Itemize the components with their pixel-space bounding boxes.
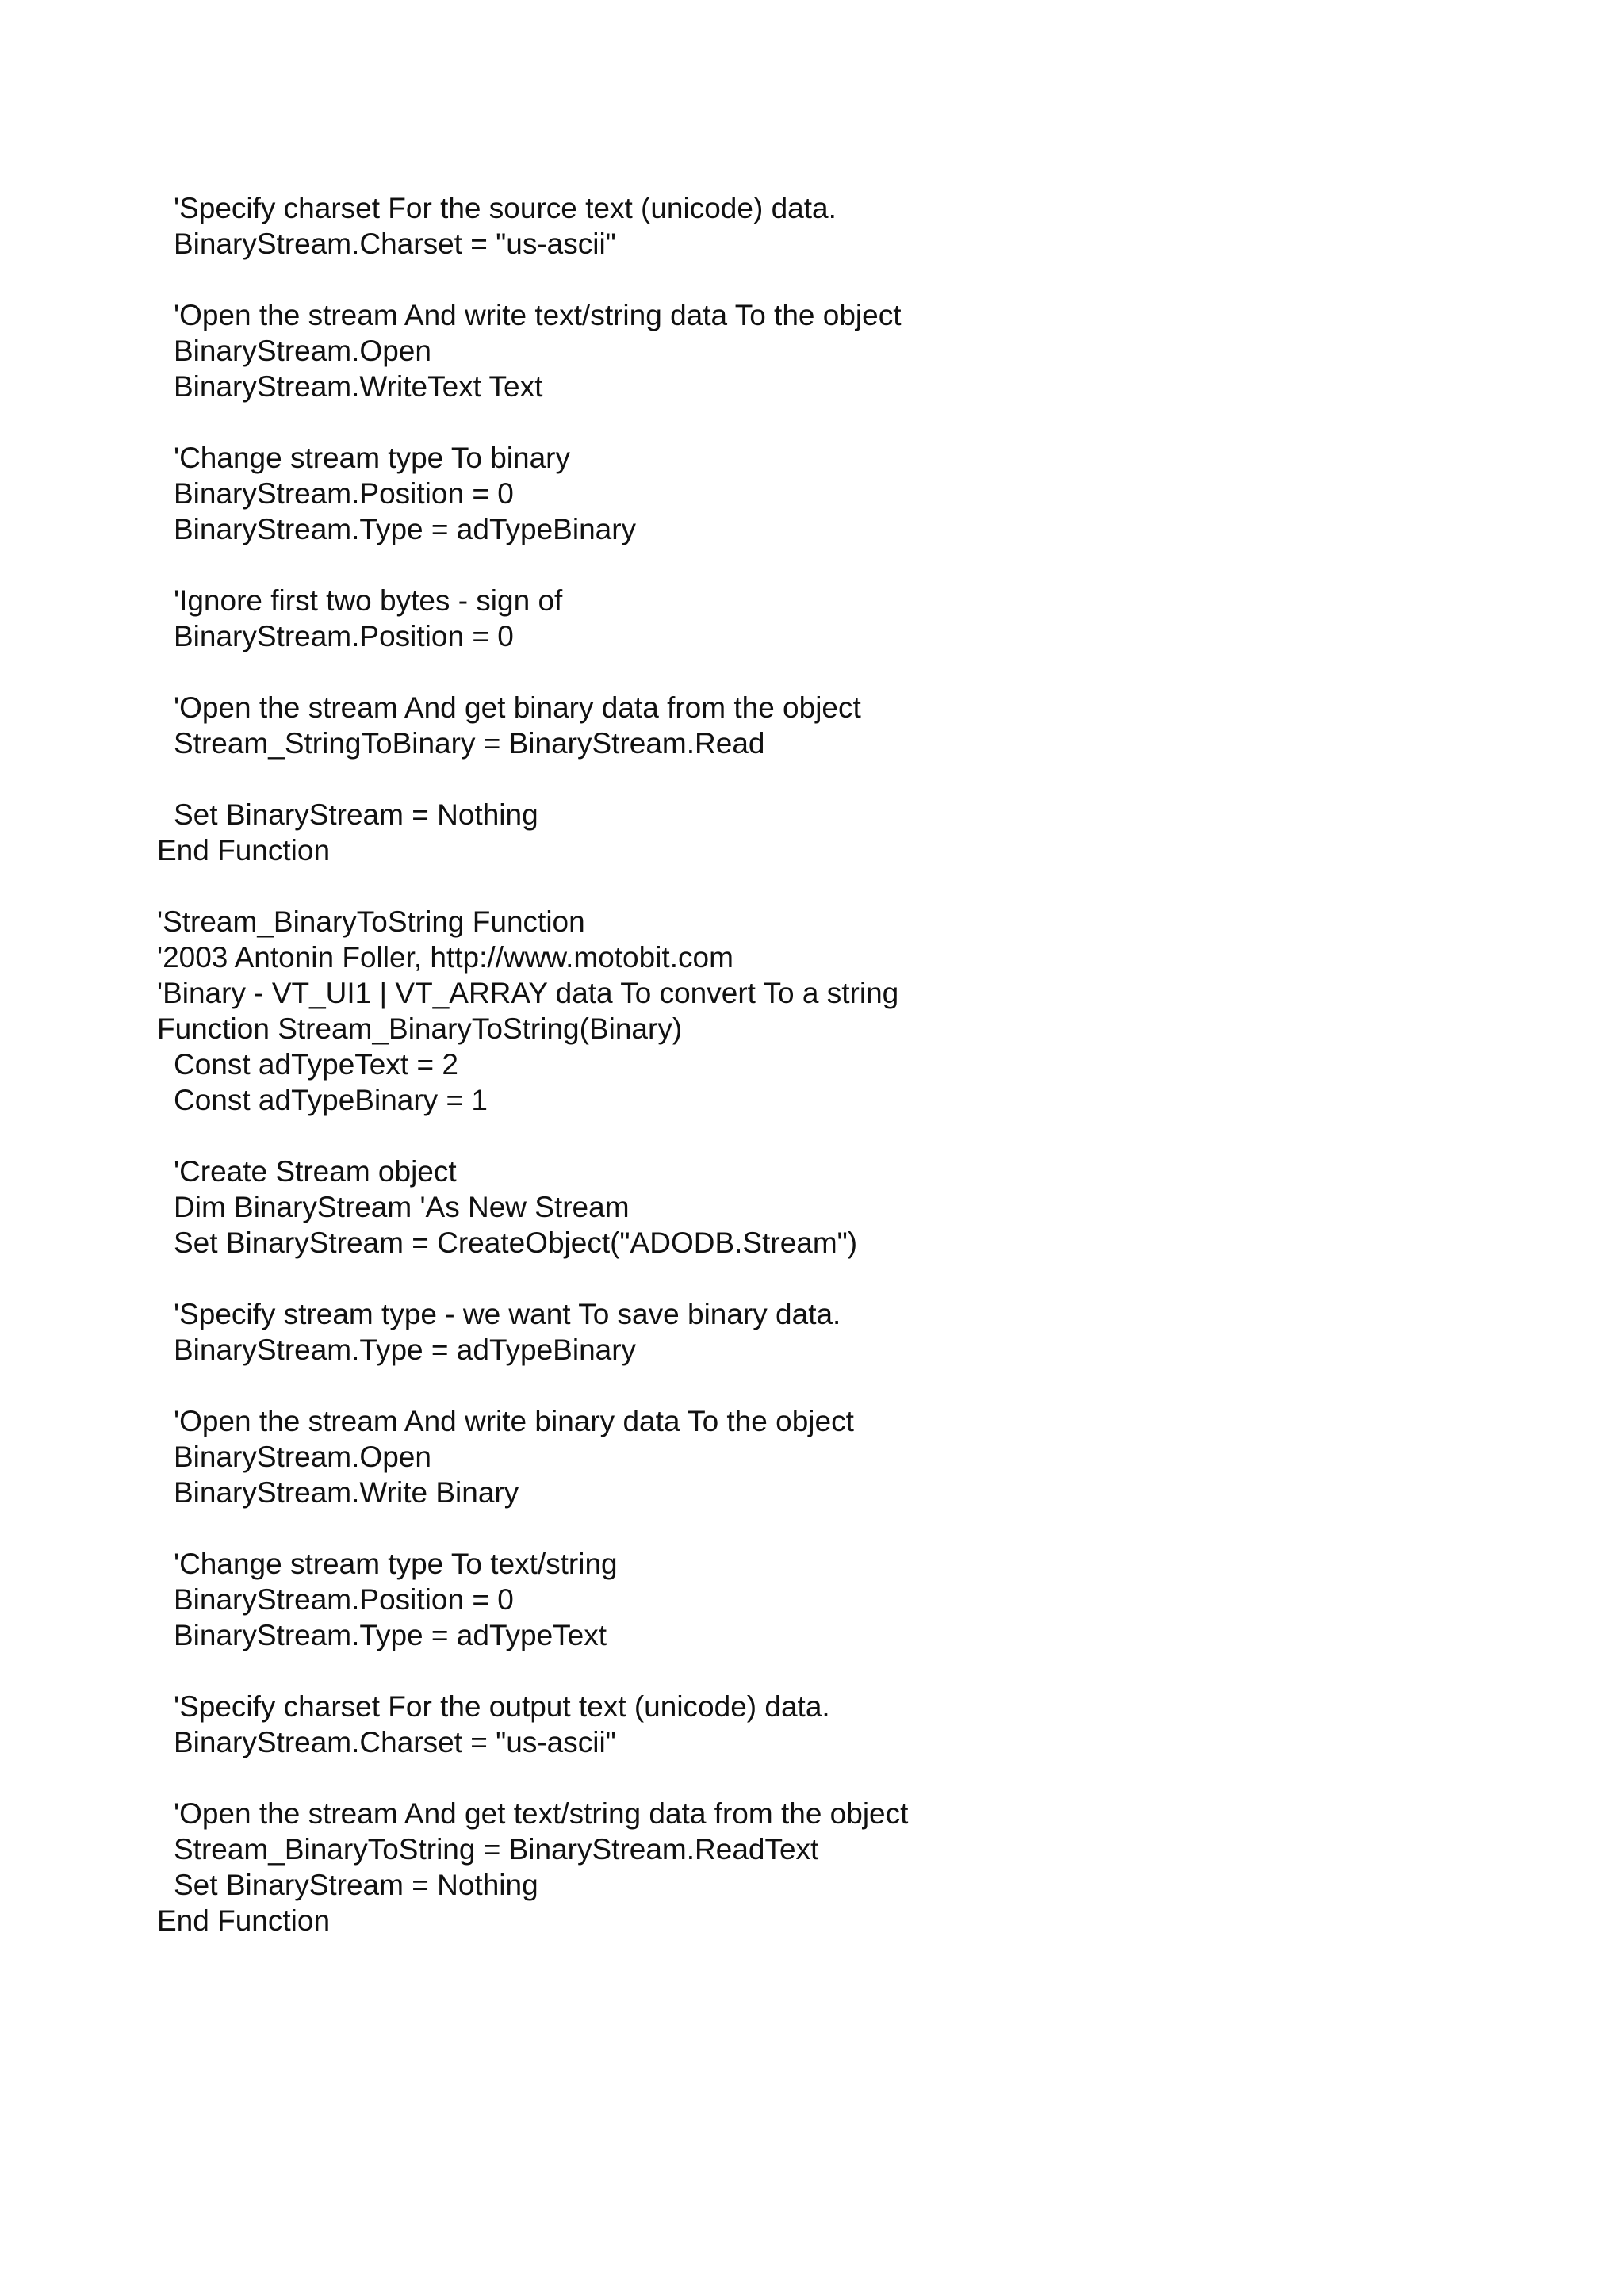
- code-line: 'Specify charset For the output text (unicode) data.: [174, 1690, 830, 1723]
- blank-line: [157, 868, 908, 904]
- code-line: 'Open the stream And get text/string data from the object: [174, 1797, 909, 1830]
- blank-line: [157, 654, 908, 690]
- code-line: BinaryStream.Type = adTypeText: [174, 1619, 607, 1651]
- code-line: BinaryStream.Open: [174, 335, 431, 367]
- code-line: 'Specify charset For the source text (unicode) data.: [174, 192, 837, 224]
- code-line: 'Change stream type To binary: [174, 442, 570, 474]
- code-line: 'Ignore first two bytes - sign of: [174, 584, 563, 617]
- code-line: '2003 Antonin Foller, http://www.motobit.com: [157, 941, 733, 974]
- code-line: 'Specify stream type - we want To save binary data.: [174, 1298, 841, 1330]
- code-listing: [157, 190, 908, 1938]
- blank-line: [157, 1118, 908, 1154]
- code-line: End Function: [157, 834, 331, 867]
- code-line: BinaryStream.Position = 0: [174, 620, 514, 652]
- code-line: Dim BinaryStream 'As New Stream: [174, 1191, 630, 1223]
- code-line: Const adTypeBinary = 1: [174, 1084, 488, 1116]
- code-line: 'Open the stream And write text/string data To the object: [174, 299, 902, 331]
- code-line: Stream_BinaryToString = BinaryStream.ReadText: [174, 1833, 819, 1866]
- code-line: End Function: [157, 1904, 331, 1937]
- code-line: BinaryStream.Charset = "us-ascii": [174, 228, 616, 260]
- code-line: Const adTypeText = 2: [174, 1048, 458, 1081]
- blank-line: [157, 1760, 908, 1796]
- code-line: Set BinaryStream = CreateObject("ADODB.Stream"): [174, 1226, 858, 1259]
- code-line: Set BinaryStream = Nothing: [174, 1869, 538, 1901]
- blank-line: [157, 1261, 908, 1296]
- code-line: Set BinaryStream = Nothing: [174, 798, 538, 831]
- blank-line: [157, 547, 908, 583]
- blank-line: [157, 1510, 908, 1546]
- code-line: BinaryStream.Type = adTypeBinary: [174, 513, 637, 545]
- code-line: BinaryStream.Position = 0: [174, 1583, 514, 1616]
- code-line: BinaryStream.Open: [174, 1441, 431, 1473]
- blank-line: [157, 404, 908, 440]
- code-line: BinaryStream.Write Binary: [174, 1476, 519, 1509]
- code-line: 'Create Stream object: [174, 1155, 457, 1188]
- code-line: 'Binary - VT_UI1 | VT_ARRAY data To convert To a string: [157, 977, 899, 1009]
- code-line: 'Open the stream And get binary data from the object: [174, 691, 861, 724]
- code-line: BinaryStream.WriteText Text: [174, 370, 543, 403]
- code-line: BinaryStream.Charset = "us-ascii": [174, 1726, 616, 1758]
- code-line: BinaryStream.Position = 0: [174, 477, 514, 510]
- blank-line: [157, 262, 908, 297]
- blank-line: [157, 1368, 908, 1403]
- code-line: 'Stream_BinaryToString Function: [157, 905, 585, 938]
- code-line: 'Open the stream And write binary data To the object: [174, 1405, 854, 1437]
- code-line: Stream_StringToBinary = BinaryStream.Read: [174, 727, 765, 760]
- code-line: 'Change stream type To text/string: [174, 1548, 618, 1580]
- code-line: Function Stream_BinaryToString(Binary): [157, 1012, 683, 1045]
- blank-line: [157, 1653, 908, 1689]
- blank-line: [157, 761, 908, 797]
- code-line: BinaryStream.Type = adTypeBinary: [174, 1334, 637, 1366]
